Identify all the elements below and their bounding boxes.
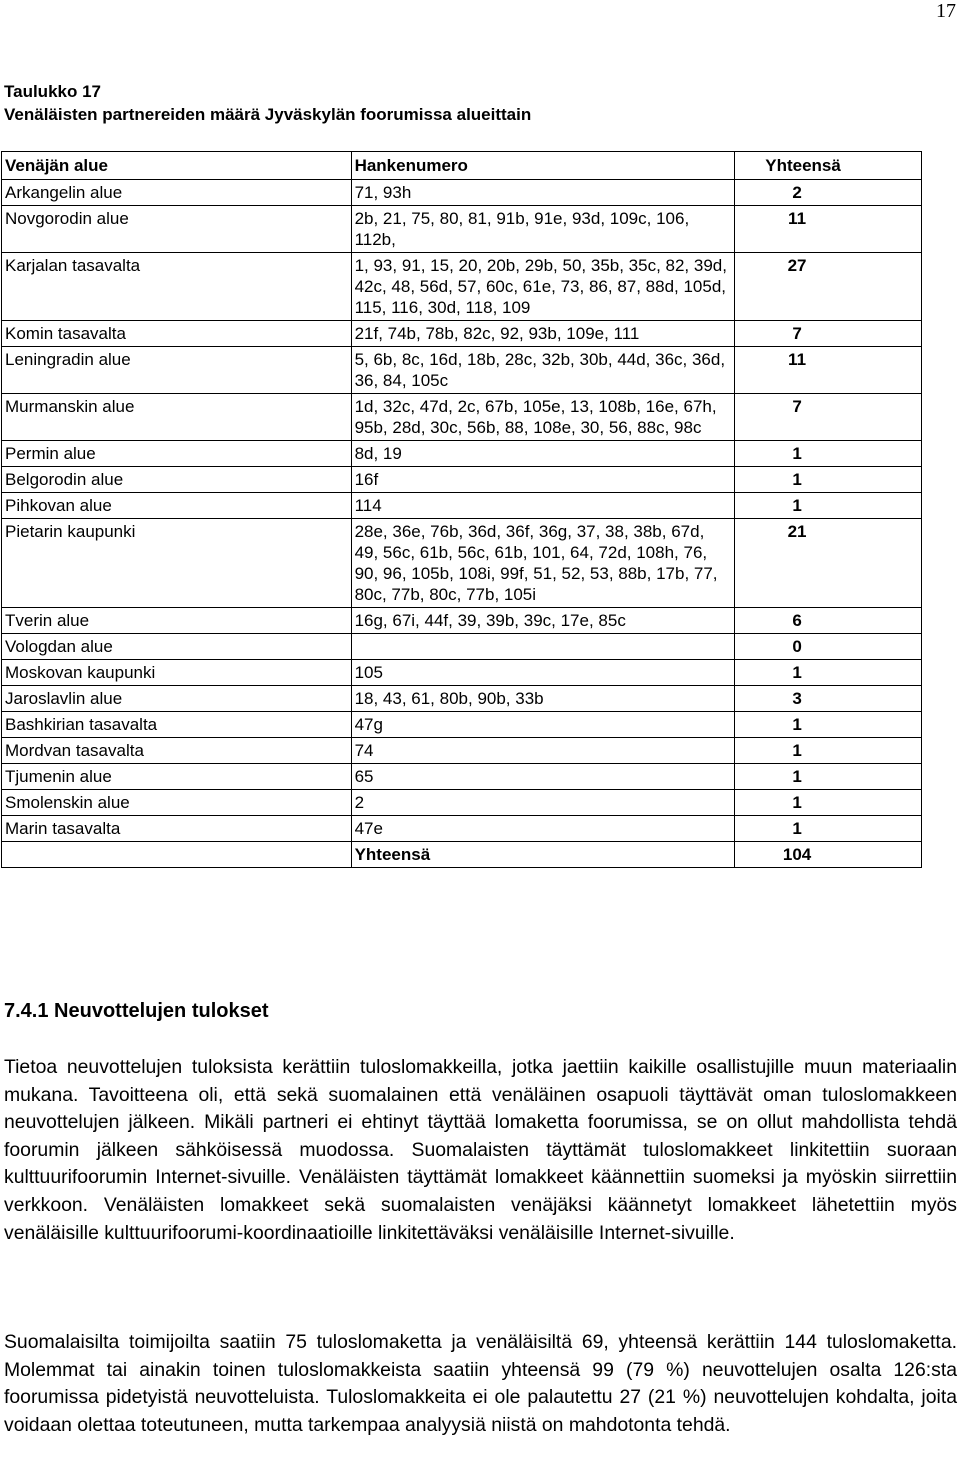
region-cell: Smolenskin alue [2,790,352,816]
table-row [2,764,922,790]
table-row [2,634,922,660]
total-cell: 1 [735,738,922,764]
table-caption-title: Venäläisten partnereiden määrä Jyväskylän foorumissa alueittain [4,105,532,124]
footer-total: 104 [735,842,922,868]
total-cell: 1 [735,493,922,519]
projects-cell: 2 [351,790,735,816]
region-cell: Pietarin kaupunki [2,519,352,608]
region-cell: Permin alue [2,441,352,467]
region-cell: Jaroslavlin alue [2,686,352,712]
region-cell: Pihkovan alue [2,493,352,519]
table-row [2,321,922,347]
table-row [2,493,922,519]
projects-cell: 16f [351,467,735,493]
projects-cell: 2b, 21, 75, 80, 81, 91b, 91e, 93d, 109c, 106, 112b, [351,206,735,253]
projects-cell: 1d, 32c, 47d, 2c, 67b, 105e, 13, 108b, 16e, 67h, 95b, 28d, 30c, 56b, 88, 108e, 30, 56, 88c, 98c [351,394,735,441]
header-total: Yhteensä [735,152,922,180]
region-cell: Karjalan tasavalta [2,253,352,321]
table-row [2,180,922,206]
projects-cell: 5, 6b, 8c, 16d, 18b, 28c, 32b, 30b, 44d, 36c, 36d, 36, 84, 105c [351,347,735,394]
total-cell: 1 [735,660,922,686]
total-cell: 1 [735,790,922,816]
region-cell: Leningradin alue [2,347,352,394]
total-cell: 21 [735,519,922,608]
total-cell: 11 [735,347,922,394]
table-footer-row [2,842,922,868]
projects-cell: 28e, 36e, 76b, 36d, 36f, 36g, 37, 38, 38b, 67d, 49, 56c, 61b, 56c, 61b, 101, 64, 72d, 108h, 76, 90, 96, 105b, 108i, 99f, 51, 52, 53, 88b, 17b, 77, 80c, 77b, 80c, 77b, 105i [351,519,735,608]
total-cell: 2 [735,180,922,206]
total-cell: 7 [735,321,922,347]
total-cell: 6 [735,608,922,634]
projects-cell: 114 [351,493,735,519]
projects-cell: 74 [351,738,735,764]
projects-cell: 16g, 67i, 44f, 39, 39b, 39c, 17e, 85c [351,608,735,634]
region-cell: Arkangelin alue [2,180,352,206]
region-cell: Komin tasavalta [2,321,352,347]
region-cell: Belgorodin alue [2,467,352,493]
table-caption-label: Taulukko 17 [4,82,101,101]
region-cell: Vologdan alue [2,634,352,660]
projects-cell: 18, 43, 61, 80b, 90b, 33b [351,686,735,712]
projects-cell: 47g [351,712,735,738]
projects-cell: 21f, 74b, 78b, 82c, 92, 93b, 109e, 111 [351,321,735,347]
table-row [2,467,922,493]
paragraph: Suomalaisilta toimijoilta saatiin 75 tuloslomaketta ja venäläisiltä 69, yhteensä kerättiin 144 tuloslomaketta. Molemmat tai ainakin toinen tuloslomakkeista saatiin yhteensä 99 (79 %) neuvottelujen osalta 126:sta foorumissa pidetyistä neuvotteluista. Tuloslomakkeita ei ole palautettu 27 (21 %) neuvottelujen kohdalta, joita voidaan olettaa toteutuneen, mutta tarkempaa analyysiä niistä on mahdotonta tehdä. [4,1331,957,1436]
region-cell: Novgorodin alue [2,206,352,253]
projects-cell: 47e [351,816,735,842]
table-row [2,790,922,816]
table-header-row [2,152,922,180]
total-cell: 1 [735,441,922,467]
total-cell: 11 [735,206,922,253]
total-cell: 1 [735,467,922,493]
section-heading: 7.4.1 Neuvottelujen tulokset [4,1000,269,1022]
total-cell: 1 [735,816,922,842]
region-cell: Tjumenin alue [2,764,352,790]
table-row [2,712,922,738]
projects-cell: 8d, 19 [351,441,735,467]
paragraph: Tietoa neuvottelujen tuloksista kerättiin tuloslomakkeilla, jotka jaettiin kaikille osallistujille muun materiaalin mukana. Tavoitteena oli, että sekä suomalainen että venäläinen osapuoli täyttävät oman tuloslomakkeen neuvottelujen jälkeen. Mikäli partneri ei ehtinyt täyttää lomaketta foorumissa, se on ollut mahdollista tehdä foorumin jälkeen sähköisessä muodossa. Suomalaisten täyttämät tuloslomakkeet linkitettiin suoraan kulttuurifoorumin Internet-sivuille. Venäläisten täyttämät lomakkeet käännettiin suomeksi ja myöskin siirrettiin verkkoon. Venäläisten lomakkeet sekä suomalaisten venäjäksi käännetyt lomakkeet lähetettiin myös venäläisille kulttuurifoorumi-koordinaatioille linkitettäväksi venäläisille Internet-sivuille. [4,1056,957,1244]
table-row [2,394,922,441]
region-cell: Tverin alue [2,608,352,634]
table-row [2,686,922,712]
total-cell: 7 [735,394,922,441]
footer-label: Yhteensä [351,842,735,868]
partners-table [1,151,922,868]
projects-cell: 71, 93h [351,180,735,206]
header-region: Venäjän alue [2,152,352,180]
region-cell: Bashkirian tasavalta [2,712,352,738]
total-cell: 1 [735,764,922,790]
table-row [2,816,922,842]
table-row [2,206,922,253]
page-number: 17 [936,0,956,22]
table-row [2,738,922,764]
table-row [2,608,922,634]
region-cell: Murmanskin alue [2,394,352,441]
total-cell: 1 [735,712,922,738]
projects-cell [351,634,735,660]
total-cell: 27 [735,253,922,321]
table-row [2,347,922,394]
total-cell: 0 [735,634,922,660]
table-row [2,253,922,321]
table-row [2,441,922,467]
total-cell: 3 [735,686,922,712]
region-cell: Marin tasavalta [2,816,352,842]
projects-cell: 65 [351,764,735,790]
projects-cell: 1, 93, 91, 15, 20, 20b, 29b, 50, 35b, 35c, 82, 39d, 42c, 48, 56d, 57, 60c, 61e, 73, 86, 87, 88d, 105d, 115, 116, 30d, 118, 109 [351,253,735,321]
region-cell: Mordvan tasavalta [2,738,352,764]
footer-empty-cell [2,842,352,868]
header-projects: Hankenumero [351,152,735,180]
region-cell: Moskovan kaupunki [2,660,352,686]
projects-cell: 105 [351,660,735,686]
table-row [2,519,922,608]
table-row [2,660,922,686]
